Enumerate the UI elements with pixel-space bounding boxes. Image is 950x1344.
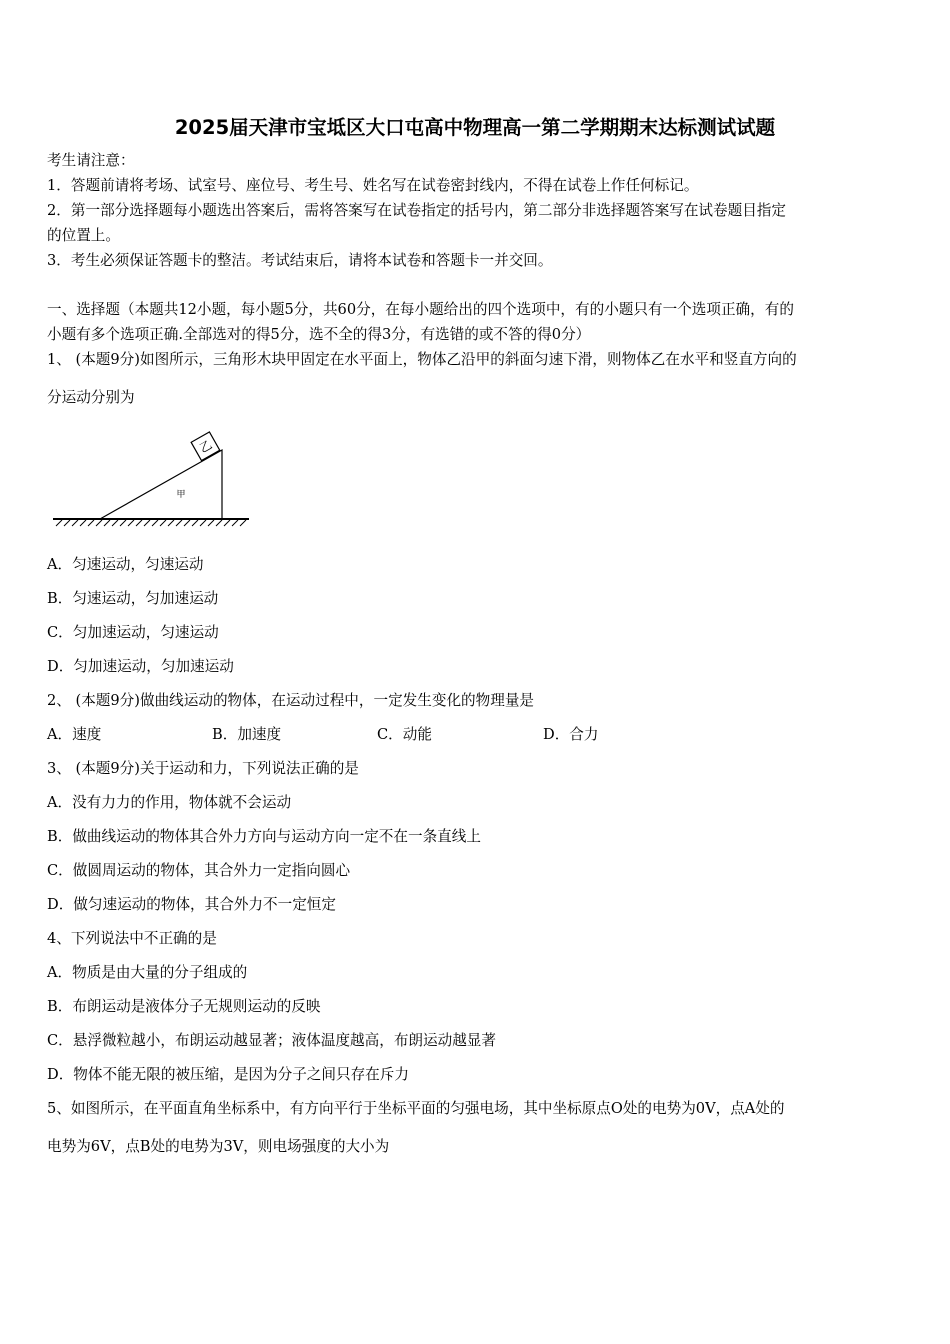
- q1-option-b: B．匀速运动，匀加速运动: [47, 590, 219, 607]
- q2-option-d: D．合力: [543, 726, 599, 743]
- q1-option-d: D．匀加速运动，匀加速运动: [47, 658, 234, 675]
- notice-item-1: 1．答题前请将考场、试室号、座位号、考生号、姓名写在试卷密封线内，不得在试卷上作任何标记。: [47, 177, 699, 194]
- ground-hatching: [56, 520, 246, 526]
- q1-option-c: C．匀加速运动，匀速运动: [47, 624, 219, 641]
- q2-stem: 2、 (本题9分)做曲线运动的物体，在运动过程中，一定发生变化的物理量是: [47, 692, 535, 709]
- q1-stem-line1: 1、 (本题9分)如图所示，三角形木块甲固定在水平面上，物体乙沿甲的斜面匀速下滑，则物体乙在水平和竖直方向的: [47, 351, 797, 368]
- q4-option-a: A．物质是由大量的分子组成的: [47, 964, 248, 981]
- q2-option-b: B．加速度: [212, 726, 282, 743]
- q3-option-a: A．没有力力的作用，物体就不会运动: [47, 794, 292, 811]
- q4-stem: 4、下列说法中不正确的是: [47, 930, 217, 947]
- block-label: 乙: [197, 437, 215, 456]
- q3-option-b: B．做曲线运动的物体其合外力方向与运动方向一定不在一条直线上: [47, 828, 481, 845]
- block-group: [191, 432, 220, 461]
- q5-stem-line2: 电势为6V，点B处的电势为3V，则电场强度的大小为: [47, 1138, 390, 1155]
- q3-option-c: C．做圆周运动的物体，其合外力一定指向圆心: [47, 862, 351, 879]
- q4-option-c: C．悬浮微粒越小，布朗运动越显著；液体温度越高，布朗运动越显著: [47, 1032, 496, 1049]
- q1-stem-line2: 分运动分别为: [47, 389, 135, 406]
- notice-item-2-cont: 的位置上。: [47, 227, 120, 244]
- incline-figure: [50, 430, 255, 530]
- notice-heading: 考生请注意：: [47, 152, 135, 169]
- q4-option-b: B．布朗运动是液体分子无规则运动的反映: [47, 998, 321, 1015]
- section-instructions-line1: 一、选择题（本题共12小题，每小题5分，共60分，在每小题给出的四个选项中，有的小题只有一个选项正确，有的: [47, 301, 794, 318]
- q2-option-c: C．动能: [377, 726, 432, 743]
- q5-stem-line1: 5、如图所示，在平面直角坐标系中，有方向平行于坐标平面的匀强电场，其中坐标原点O处的电势为0V，点A处的: [47, 1100, 785, 1117]
- q3-option-d: D．做匀速运动的物体，其合外力不一定恒定: [47, 896, 336, 913]
- wedge-triangle: [100, 450, 222, 519]
- wedge-label: 甲: [176, 490, 186, 500]
- q2-option-a: A．速度: [47, 726, 102, 743]
- q3-stem: 3、 (本题9分)关于运动和力，下列说法正确的是: [47, 760, 359, 777]
- notice-item-2: 2．第一部分选择题每小题选出答案后，需将答案写在试卷指定的括号内，第二部分非选择题答案写在试卷题目指定: [47, 202, 786, 219]
- q4-option-d: D．物体不能无限的被压缩，是因为分子之间只存在斥力: [47, 1066, 409, 1083]
- section-instructions-line2: 小题有多个选项正确.全部选对的得5分，选不全的得3分，有选错的或不答的得0分）: [47, 326, 591, 343]
- page-title: 2025届天津市宝坻区大口屯高中物理高一第二学期期末达标测试试题: [174, 116, 776, 139]
- notice-item-3: 3．考生必须保证答题卡的整洁。考试结束后，请将本试卷和答题卡一并交回。: [47, 252, 553, 269]
- q1-option-a: A．匀速运动，匀速运动: [47, 556, 204, 573]
